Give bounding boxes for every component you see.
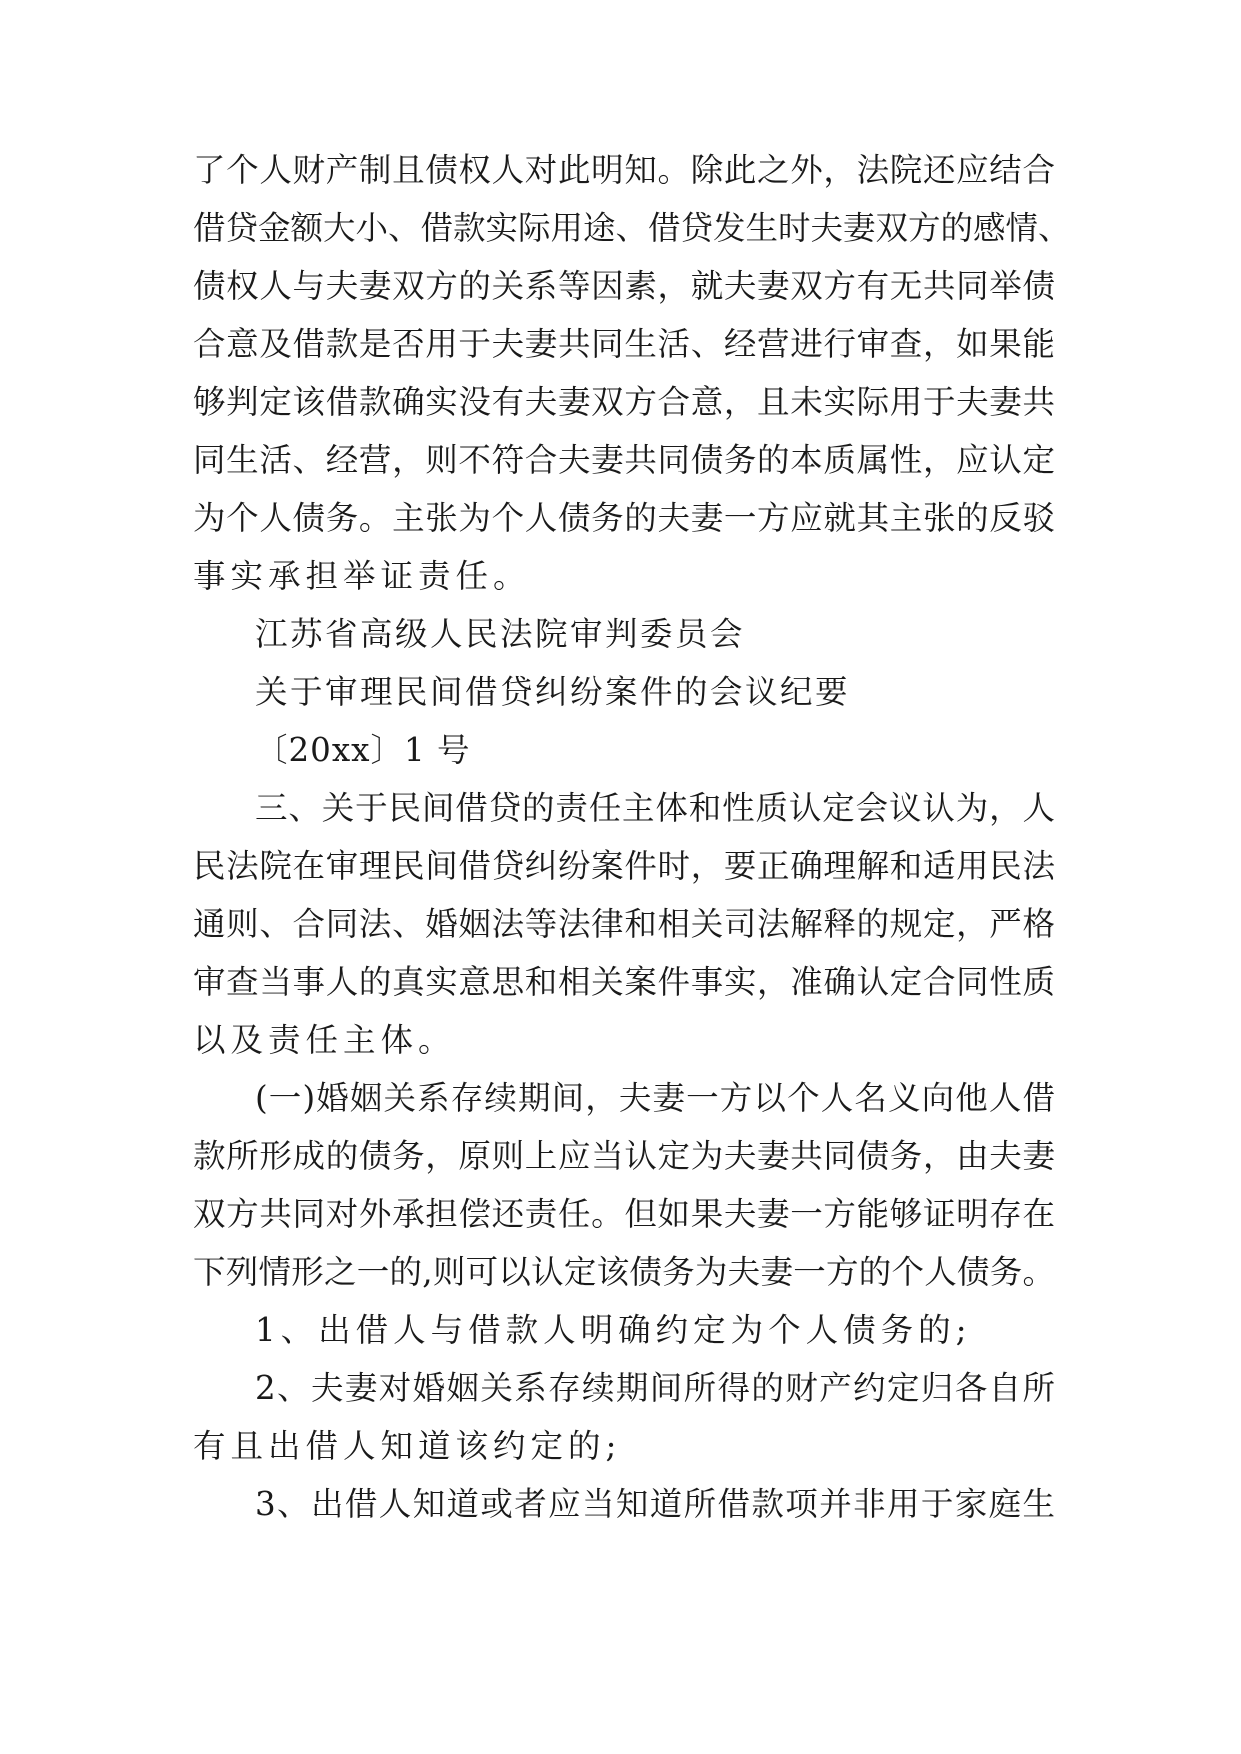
- paragraph-line: 为个人债务。主张为个人债务的夫妻一方应就其主张的反驳: [193, 499, 1055, 537]
- paragraph-line: 合意及借款是否用于夫妻共同生活、经营进行审查，如果能: [193, 325, 1055, 363]
- paragraph-line: 双方共同对外承担偿还责任。但如果夫妻一方能够证明存在: [193, 1195, 1055, 1233]
- document-title-line: 关于审理民间借贷纠纷案件的会议纪要: [255, 673, 851, 711]
- paragraph-line: 民法院在审理民间借贷纠纷案件时，要正确理解和适用民法: [193, 847, 1055, 885]
- issuer-line: 江苏省高级人民法院审判委员会: [255, 615, 746, 653]
- paragraph-line: 审查当事人的真实意思和相关案件事实，准确认定合同性质: [193, 963, 1055, 1001]
- paragraph-line: 下列情形之一的,则可以认定该债务为夫妻一方的个人债务。: [193, 1253, 1055, 1291]
- paragraph-line: 债权人与夫妻双方的关系等因素，就夫妻双方有无共同举债: [193, 267, 1055, 305]
- paragraph-line: 款所形成的债务，原则上应当认定为夫妻共同债务，由夫妻: [193, 1137, 1055, 1175]
- paragraph-line: 借贷金额大小、借款实际用途、借贷发生时夫妻双方的感情、: [193, 209, 1071, 247]
- list-item: 3、出借人知道或者应当知道所借款项并非用于家庭生: [255, 1485, 1055, 1523]
- paragraph-line: 够判定该借款确实没有夫妻双方合意，且未实际用于夫妻共: [193, 383, 1055, 421]
- document-number-line: 〔20xx〕1 号: [255, 731, 471, 769]
- paragraph-line: 同生活、经营，则不符合夫妻共同债务的本质属性，应认定: [193, 441, 1055, 479]
- paragraph-line: 事实承担举证责任。: [193, 557, 531, 595]
- paragraph-line: (一)婚姻关系存续期间，夫妻一方以个人名义向他人借: [255, 1079, 1055, 1117]
- paragraph-line: 三、关于民间借贷的责任主体和性质认定会议认为，人: [255, 789, 1055, 827]
- list-item: 1、出借人与借款人明确约定为个人债务的;: [255, 1311, 972, 1349]
- list-item-continuation: 有且出借人知道该约定的;: [193, 1427, 622, 1465]
- paragraph-line: 通则、合同法、婚姻法等法律和相关司法解释的规定，严格: [193, 905, 1055, 943]
- list-item: 2、夫妻对婚姻关系存续期间所得的财产约定归各自所: [255, 1369, 1055, 1407]
- paragraph-line: 以及责任主体。: [193, 1021, 456, 1059]
- paragraph-line: 了个人财产制且债权人对此明知。除此之外，法院还应结合: [193, 151, 1055, 189]
